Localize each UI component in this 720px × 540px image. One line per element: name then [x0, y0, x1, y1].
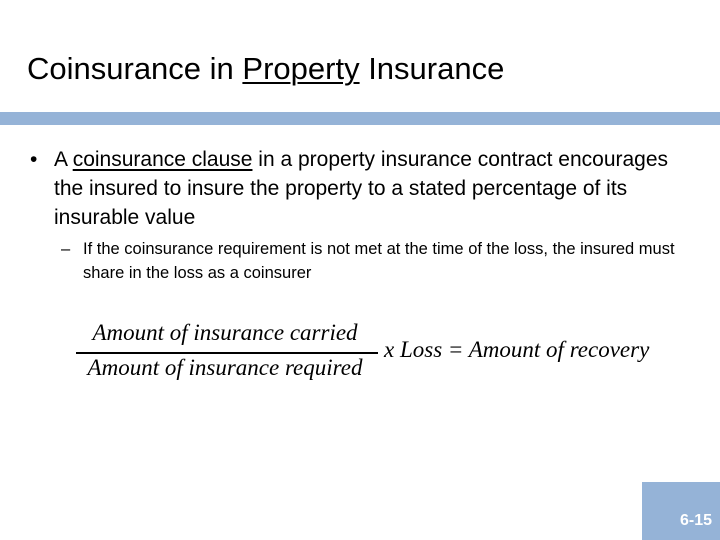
- bullet-marker: •: [30, 148, 38, 171]
- title-text-end: Insurance: [359, 51, 505, 86]
- title-underlined-word: Property: [242, 51, 360, 86]
- formula-numerator: Amount of insurance carried: [92, 320, 358, 345]
- page-number: 6-15: [679, 512, 712, 529]
- coinsurance-clause-term: coinsurance clause: [72, 148, 253, 171]
- sub-bullet-marker: –: [61, 240, 71, 258]
- bullet-text: [54, 145, 684, 232]
- title-text-start: Coinsurance in: [27, 51, 243, 86]
- slide-title: [27, 50, 504, 88]
- bullet-text-end: in a property insurance contract encourages the insured to insure the property to a stated percentage of its insurable value: [54, 148, 669, 229]
- page-number-box: [642, 482, 720, 540]
- formula-denominator: Amount of insurance required: [87, 355, 363, 380]
- formula-right-side: x Loss = Amount of recovery: [384, 337, 650, 362]
- sub-bullet-text: If the coinsurance requirement is not met at the time of the loss, the insured must share in the loss as a coinsurer: [83, 240, 675, 282]
- bullet-text-start: A: [54, 148, 73, 171]
- title-divider-band: [0, 112, 720, 125]
